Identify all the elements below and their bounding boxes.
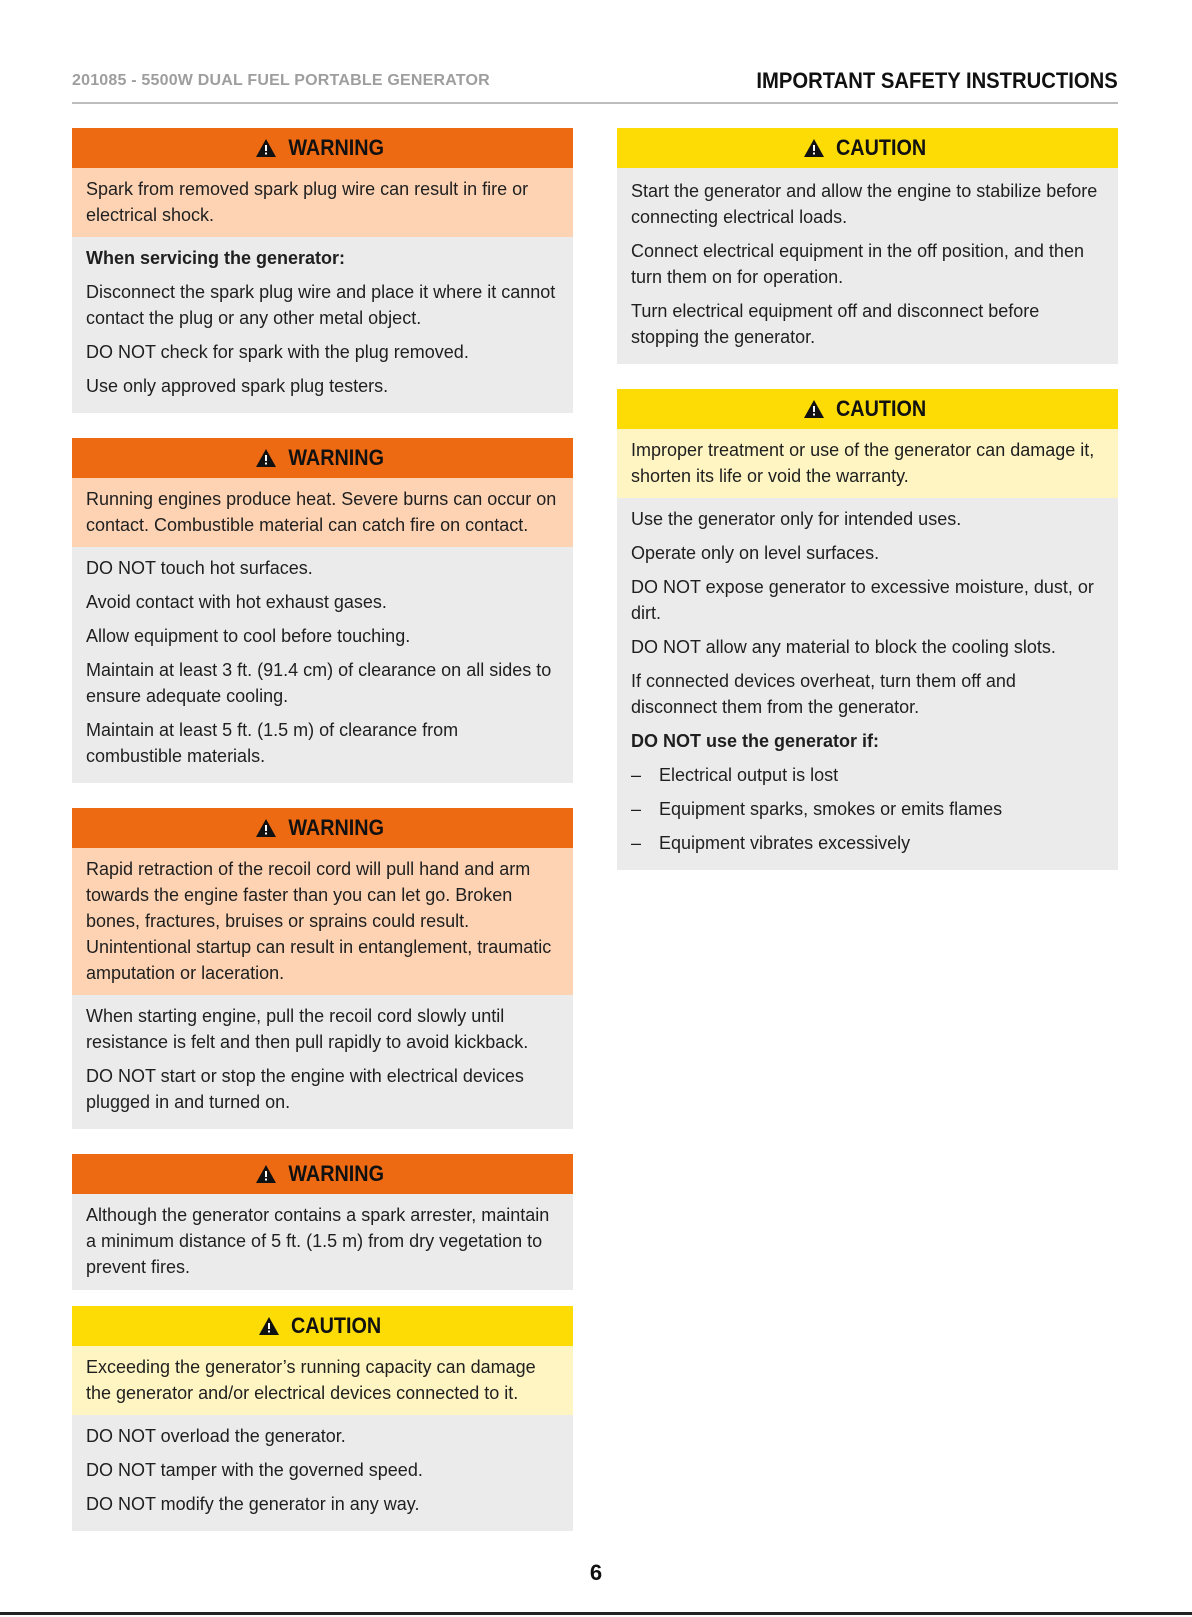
banner-label: WARNING xyxy=(288,135,385,160)
instruction-item: Maintain at least 3 ft. (91.4 cm) of clearance on all sides to ensure adequate cooling. xyxy=(86,660,552,706)
instruction-item: Turn electrical equipment off and disconnect before stopping the generator. xyxy=(631,301,1040,347)
warning-banner xyxy=(72,808,573,848)
dash-item-text: Equipment vibrates excessively xyxy=(659,833,911,853)
hazard-statement: Spark from removed spark plug wire can result in fire or electrical shock. xyxy=(72,168,573,237)
hazard-statement: Although the generator contains a spark arrester, maintain a minimum distance of 5 ft. (1.5 m) from dry vegetation to prevent fires. xyxy=(72,1194,573,1290)
instruction-item: Maintain at least 5 ft. (1.5 m) of clearance from combustible materials. xyxy=(86,720,459,766)
warning-box-heat xyxy=(72,438,573,783)
page-header xyxy=(72,66,1118,104)
dash-item-text: Equipment sparks, smokes or emits flames xyxy=(659,799,1003,819)
caution-banner xyxy=(617,128,1118,168)
dash-item-text: Electrical output is lost xyxy=(659,765,839,785)
instruction-item: If connected devices overheat, turn them off and disconnect them from the generator. xyxy=(631,671,1016,717)
instruction-list xyxy=(617,498,1118,870)
instruction-item: DO NOT start or stop the engine with electrical devices plugged in and turned on. xyxy=(86,1066,524,1112)
instruction-item: DO NOT expose generator to excessive moisture, dust, or dirt. xyxy=(631,577,1094,623)
instruction-heading: DO NOT use the generator if: xyxy=(631,731,880,751)
hazard-statement: Improper treatment or use of the generator can damage it, shorten its life or void the warranty. xyxy=(617,429,1118,498)
hazard-statement: Running engines produce heat. Severe burns can occur on contact. Combustible material can catch fire on contact. xyxy=(72,478,573,547)
instruction-item: Start the generator and allow the engine to stabilize before connecting electrical loads. xyxy=(631,181,1098,227)
caution-banner xyxy=(72,1306,573,1346)
instruction-item: DO NOT check for spark with the plug removed. xyxy=(86,342,469,362)
caution-box-loads xyxy=(617,128,1118,364)
banner-label: WARNING xyxy=(288,1161,385,1186)
warning-triangle-icon xyxy=(255,1164,277,1184)
warning-banner xyxy=(72,1154,573,1194)
page-number: 6 xyxy=(589,1560,603,1585)
warning-box-spark-plug xyxy=(72,128,573,413)
banner-label: CAUTION xyxy=(836,396,927,421)
instruction-list xyxy=(72,237,573,413)
warning-box-spark-arrester xyxy=(72,1154,573,1290)
warning-triangle-icon xyxy=(255,448,277,468)
instruction-heading: When servicing the generator: xyxy=(86,248,346,268)
dash-marker: – xyxy=(631,833,642,853)
instruction-item: Use only approved spark plug testers. xyxy=(86,376,389,396)
warning-triangle-icon xyxy=(255,818,277,838)
banner-label: WARNING xyxy=(288,815,385,840)
instruction-item: DO NOT tamper with the governed speed. xyxy=(86,1460,423,1480)
left-column xyxy=(72,128,573,1556)
warning-box-recoil xyxy=(72,808,573,1129)
right-column xyxy=(617,128,1118,895)
caution-box-treatment xyxy=(617,389,1118,870)
warning-triangle-icon xyxy=(803,399,825,419)
hazard-statement: Rapid retraction of the recoil cord will pull hand and arm towards the engine faster than you can let go. Broken bones, fractures, bruises or sprains could result. Unintentional startup can result in entanglement, traumatic amputation or laceration. xyxy=(72,848,573,995)
warning-triangle-icon xyxy=(258,1316,280,1336)
instruction-list xyxy=(72,1415,573,1531)
instruction-item: DO NOT overload the generator. xyxy=(86,1426,346,1446)
banner-label: CAUTION xyxy=(836,135,927,160)
dash-list-item xyxy=(631,762,1104,788)
warning-triangle-icon xyxy=(803,138,825,158)
instruction-item: Disconnect the spark plug wire and place it where it cannot contact the plug or any other metal object. xyxy=(86,282,556,328)
instruction-list xyxy=(72,995,573,1129)
instruction-item: When starting engine, pull the recoil cord slowly until resistance is felt and then pull rapidly to avoid kickback. xyxy=(86,1006,529,1052)
instruction-list xyxy=(617,168,1118,364)
dash-list-item xyxy=(631,830,1104,856)
section-title: IMPORTANT SAFETY INSTRUCTIONS xyxy=(756,68,1118,93)
instruction-item: Operate only on level surfaces. xyxy=(631,543,880,563)
instruction-item: DO NOT modify the generator in any way. xyxy=(86,1494,420,1514)
document-title: 201085 - 5500W DUAL FUEL PORTABLE GENERATOR xyxy=(72,72,490,89)
caution-banner xyxy=(617,389,1118,429)
instruction-item: DO NOT allow any material to block the cooling slots. xyxy=(631,637,1056,657)
dash-list-item xyxy=(631,796,1104,822)
banner-label: WARNING xyxy=(288,445,385,470)
warning-banner xyxy=(72,128,573,168)
warning-triangle-icon xyxy=(255,138,277,158)
instruction-list xyxy=(72,547,573,783)
banner-label: CAUTION xyxy=(291,1313,382,1338)
instruction-item: DO NOT touch hot surfaces. xyxy=(86,558,313,578)
instruction-item: Avoid contact with hot exhaust gases. xyxy=(86,592,387,612)
instruction-item: Use the generator only for intended uses. xyxy=(631,509,962,529)
dash-marker: – xyxy=(631,799,642,819)
instruction-item: Connect electrical equipment in the off position, and then turn them on for operation. xyxy=(631,241,1084,287)
hazard-statement: Exceeding the generator’s running capacity can damage the generator and/or electrical devices connected to it. xyxy=(72,1346,573,1415)
caution-box-capacity xyxy=(72,1306,573,1531)
warning-banner xyxy=(72,438,573,478)
instruction-item: Allow equipment to cool before touching. xyxy=(86,626,411,646)
bottom-divider xyxy=(0,1612,1192,1615)
dash-marker: – xyxy=(631,765,642,785)
